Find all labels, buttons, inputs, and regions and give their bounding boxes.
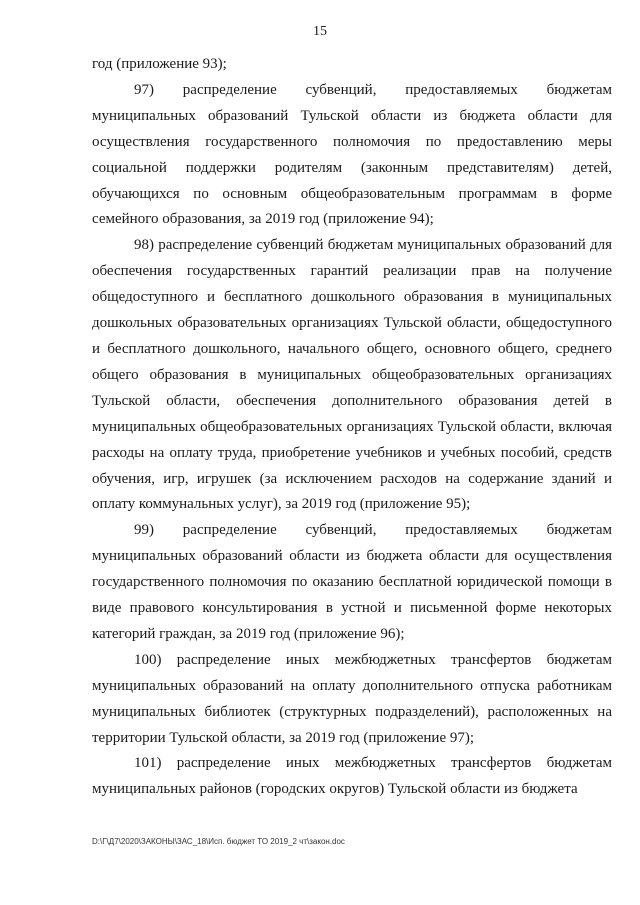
paragraph-item-97: 97) распределение субвенций, предоставляемых бюджетам муниципальных образований Тульской области из бюджета области для осуществления государственного полномочия по предоставлению меры социальной поддержки родителям (законным представителям) детей, обучающихся по основным общеобразовательным программам в форме семейного образования, за 2019 год (приложение 94); [92,81,612,228]
paragraph-item-100: 100) распределение иных межбюджетных трансфертов бюджетам муниципальных образований на оплату дополнительного отпуска работникам муниципальных библиотек (структурных подразделений), расположенных на территории Тульской области, за 2019 год (приложение 97); [92,651,612,746]
document-body [92,52,612,803]
paragraph-item-99: 99) распределение субвенций, предоставляемых бюджетам муниципальных образований области из бюджета области для осуществления государственного полномочия по оказанию бесплатной юридической помощи в виде правового консультирования в устной и письменной форме некоторых категорий граждан, за 2019 год (приложение 96); [92,522,612,642]
footer-file-path: D:\Г\Д7\2020\ЗАКОНЫ\ЗАС_18\Исп. бюджет ТО 2019_2 чт\закон.doc [92,837,345,846]
paragraph-continuation: год (приложение 93); [92,56,227,72]
page-number: 15 [313,24,327,39]
paragraph-item-98: 98) распределение субвенций бюджетам муниципальных образований для обеспечения государственных гарантий реализации прав на получение общедоступного и бесплатного дошкольного образования в муниципальных дошкольных образовательных организациях Тульской области, общедоступного и бесплатного дошкольного, начального общего, основного общего, среднего общего образования в муниципальных общеобразовательных организациях Тульской области, обеспечения дополнительного образования детей в муниципальных общеобразовательных организациях Тульской области, включая расходы на оплату труда, приобретение учебников и учебных пособий, средств обучения, игр, игрушек (за исключением расходов на содержание зданий и оплату коммунальных услуг), за 2019 год (приложение 95); [92,237,612,513]
paragraph-item-101: 101) распределение иных межбюджетных трансфертов бюджетам муниципальных районов (городских округов) Тульской области из бюджета [92,755,612,798]
